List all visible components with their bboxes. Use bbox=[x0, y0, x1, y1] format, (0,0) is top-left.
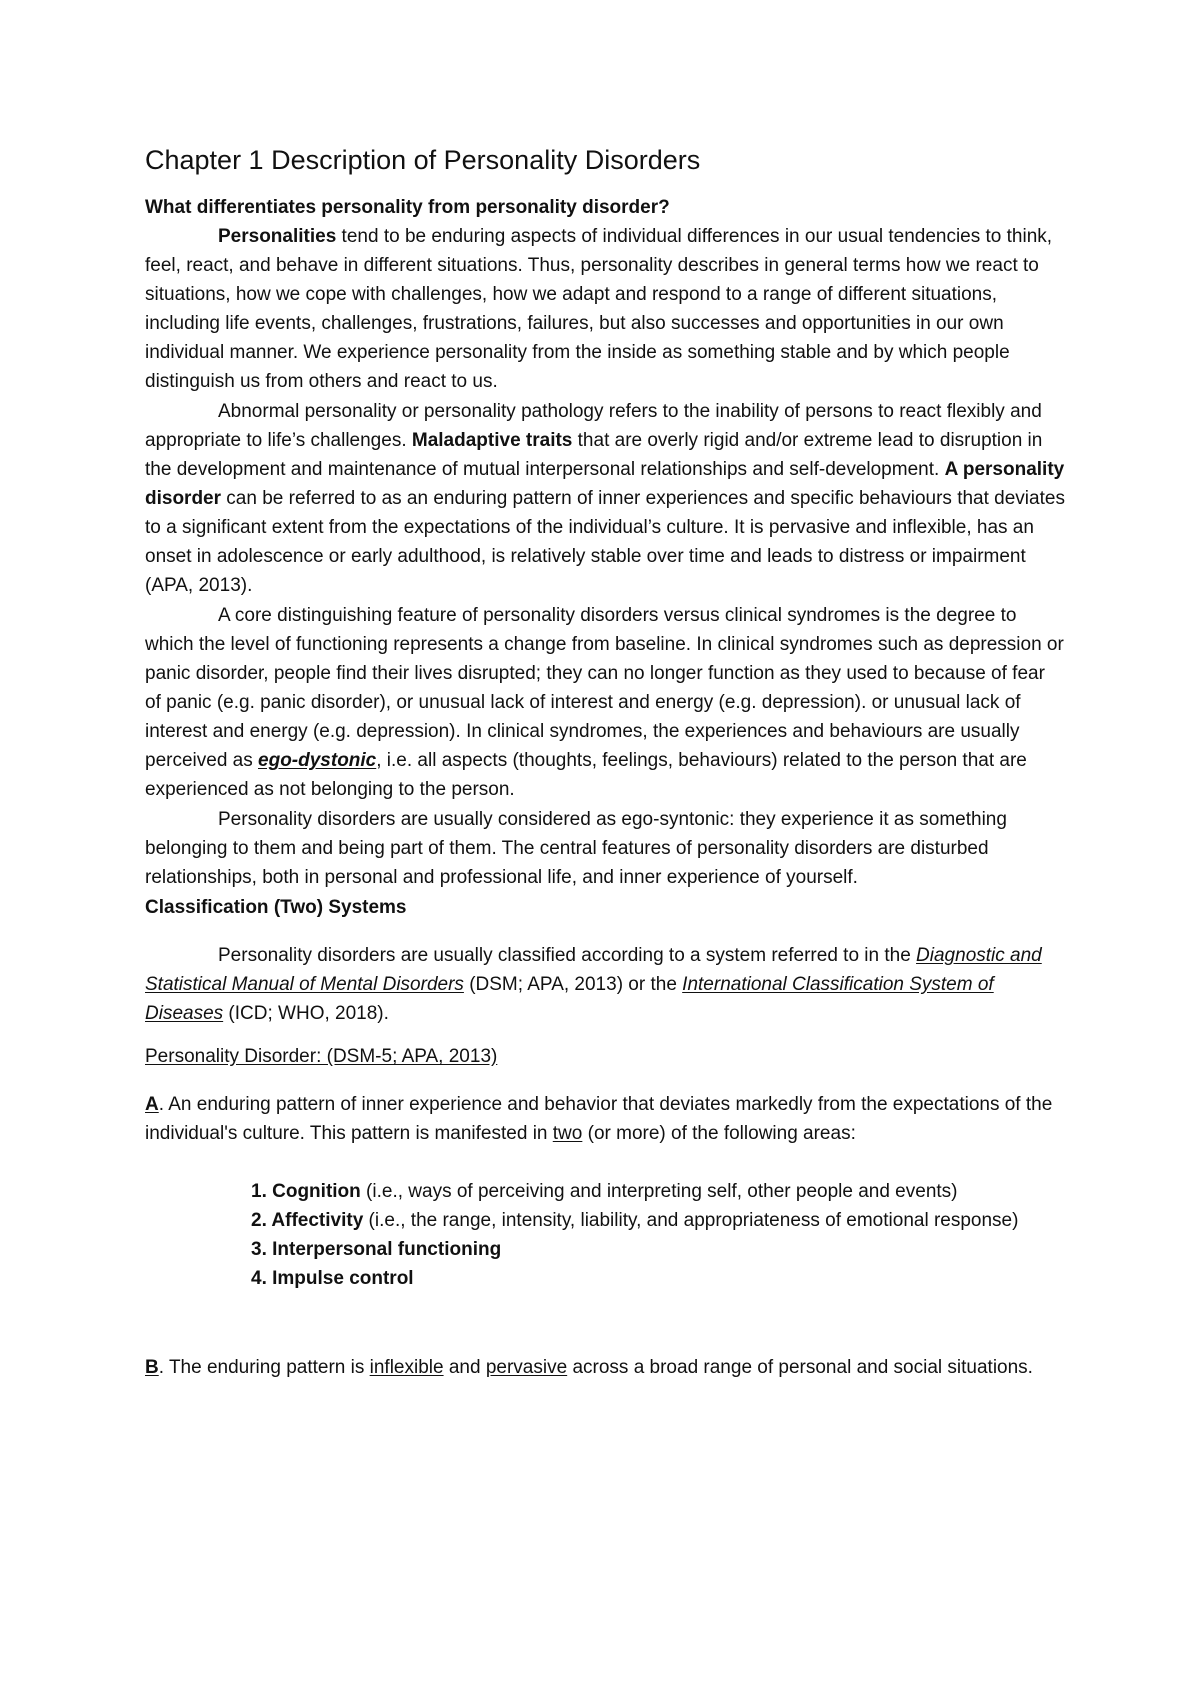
term-maladaptive-traits: Maladaptive traits bbox=[411, 430, 573, 451]
paragraph-abnormal-personality: Abnormal personality or personality pathology refers to the inability of persons to react flexibly and appropriate to life’s challenges. Maladaptive traits that are overly rigid and/or extreme lead to disruption in the development and maintenance of mutual interpersonal relationships and self-development. A personality disorder can be referred to as an enduring pattern of inner experiences and specific behaviours that deviates to a significant extent from the expectations of the individual’s culture. It is pervasive and inflexible, has an onset in adolescence or early adulthood, is relatively stable over time and leads to distress or impairment (APA, 2013). bbox=[145, 401, 1065, 596]
question-heading: What differentiates personality from personality disorder? bbox=[145, 197, 670, 218]
dsm-title: Diagnostic and Statistical Manual of Mental Disorders bbox=[145, 945, 1042, 995]
dsm-heading: Personality Disorder: (DSM-5; APA, 2013) bbox=[145, 1046, 498, 1067]
criterion-b: B. The enduring pattern is inflexible and pervasive across a broad range of personal and social situations. bbox=[145, 1357, 1033, 1378]
criterion-b-letter: B bbox=[145, 1357, 159, 1378]
list-item: 4. Impulse control bbox=[251, 1268, 414, 1289]
list-item: 2. Affectivity (i.e., the range, intensity, liability, and appropriateness of emotional response) bbox=[251, 1210, 1019, 1231]
icd-title: International Classification System of Diseases bbox=[145, 974, 994, 1024]
paragraph-ego-syntonic: Personality disorders are usually considered as ego-syntonic: they experience it as something belonging to them and being part of them. The central features of personality disorders are disturbed relationships, both in personal and professional life, and inner experience of yourself. bbox=[145, 809, 1007, 888]
term-pervasive: pervasive bbox=[485, 1357, 568, 1378]
term-ego-dystonic: ego-dystonic bbox=[258, 750, 377, 771]
term-inflexible: inflexible bbox=[369, 1357, 444, 1378]
areas-list bbox=[145, 1177, 1065, 1293]
chapter-title: Chapter 1 Description of Personality Disorders bbox=[145, 145, 701, 175]
classification-heading: Classification (Two) Systems bbox=[145, 897, 407, 918]
term-personality-disorder: A personality disorder bbox=[145, 459, 1065, 509]
term-personalities: Personalities bbox=[218, 226, 337, 247]
paragraph-core-feature: A core distinguishing feature of personality disorders versus clinical syndromes is the degree to which the level of functioning represents a change from baseline. In clinical syndromes such as depression or panic disorder, people find their lives disrupted; they can no longer function as they used to because of fear of panic (e.g. panic disorder), or unusual lack of interest and energy (e.g. depression). or unusual lack of interest and energy (e.g. depression). In clinical syndromes, the experiences and behaviours are usually perceived as ego-dystonic, i.e. all aspects (thoughts, feelings, behaviours) related to the person that are experienced as not belonging to the person. bbox=[145, 605, 1064, 800]
term-two: two bbox=[552, 1123, 583, 1144]
paragraph-classification: Personality disorders are usually classified according to a system referred to in the Diagnostic and Statistical Manual of Mental Disorders (DSM; APA, 2013) or the International Classification System of Diseases (ICD; WHO, 2018). bbox=[145, 945, 1042, 1024]
list-item: 3. Interpersonal functioning bbox=[251, 1239, 502, 1260]
list-item: 1. Cognition (i.e., ways of perceiving and interpreting self, other people and events) bbox=[251, 1181, 958, 1202]
criterion-a: A. An enduring pattern of inner experience and behavior that deviates markedly from the expectations of the individual's culture. This pattern is manifested in two (or more) of the following areas: bbox=[145, 1094, 1053, 1144]
paragraph-personalities: Personalities tend to be enduring aspects of individual differences in our usual tendencies to think, feel, react, and behave in different situations. Thus, personality describes in general terms how we react to situations, how we cope with challenges, how we adapt and respond to a range of different situations, including life events, challenges, frustrations, failures, but also successes and opportunities in our own individual manner. We experience personality from the inside as something stable and by which people distinguish us from others and react to us. bbox=[145, 226, 1053, 392]
criterion-a-letter: A bbox=[145, 1094, 159, 1115]
